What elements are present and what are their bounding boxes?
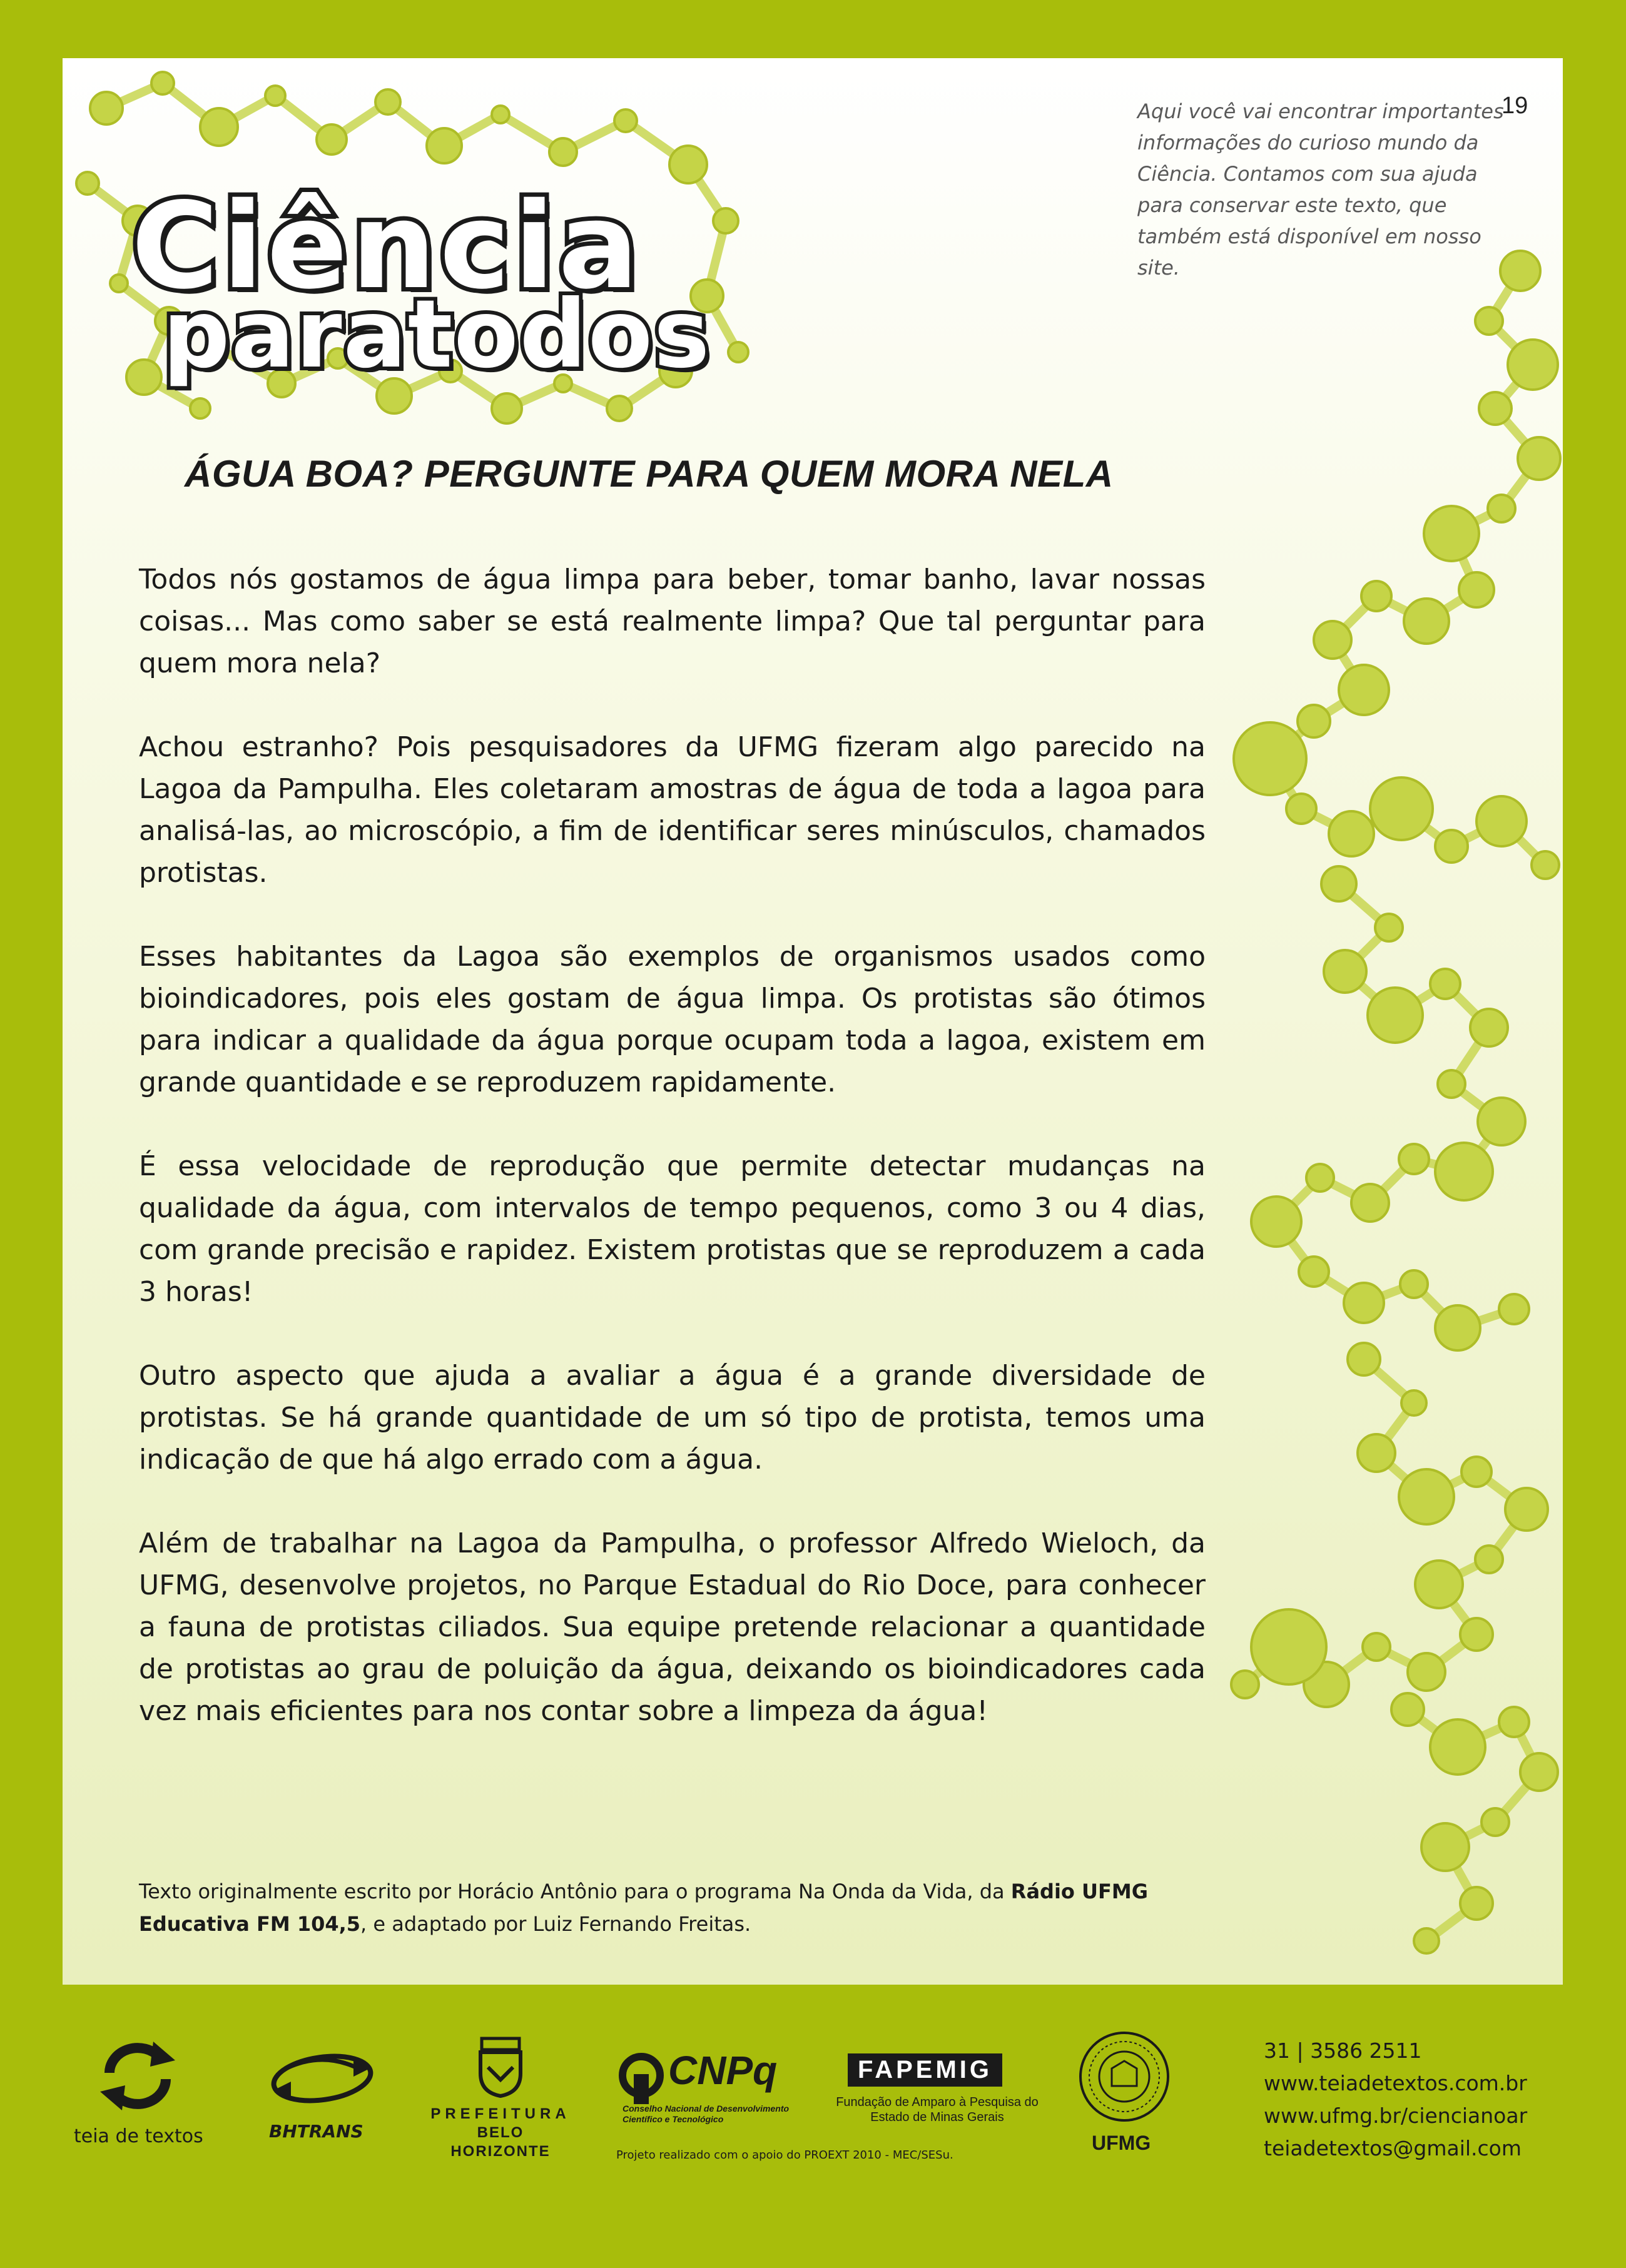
ufmg-seal: [1077, 2030, 1171, 2126]
fapemig-subtitle: [825, 2095, 1050, 2125]
cnpq-subtitle-line2: Científico e Tecnológico: [622, 2114, 724, 2124]
contact-website-ufmg[interactable]: www.ufmg.br/ciencianoar: [1264, 2103, 1528, 2128]
paragraph: Além de trabalhar na Lagoa da Pampulha, o professor Alfredo Wieloch, da UFMG, desenvolve projetos, no Parque Estadual do Rio Doce, para conhecer a fauna de protistas ciliados. Sua equipe pretende relacionar a quantidade de protistas ao grau de poluição da água, deixando os bioindicadores cada vez mais eficientes para nos contar sobre a limpeza da água!: [139, 1527, 1206, 1727]
prefeitura-label: [429, 2105, 572, 2161]
bhtrans-label: BHTRANS: [269, 2121, 363, 2142]
footer: [0, 1985, 1626, 2268]
prefeitura-line1: PREFEITURA: [430, 2105, 571, 2122]
credit-text: Texto originalmente escrito por Horácio Antônio para o programa Na Onda da Vida, da: [139, 1880, 1011, 1903]
cnpq-subtitle-line1: Conselho Nacional de Desenvolvimento: [622, 2103, 790, 2114]
intro-note: Aqui você vai encontrar importantes informações do curioso mundo da Ciência. Contamos com sua ajuda para conservar este texto, que também está disponível em nosso site.: [1137, 99, 1504, 280]
paragraph: Todos nós gostamos de água limpa para beber, tomar banho, lavar nossas coisas... Mas como saber se está realmente limpa? Que tal perguntar para quem mora nela?: [139, 564, 1206, 679]
prefeitura-crest: [475, 2036, 526, 2101]
cnpq-label: CNPq: [668, 2048, 778, 2093]
logo-line-paratodos: paratodos: [163, 280, 711, 389]
ufmg-seal-icon: [1077, 2030, 1171, 2124]
ufmg-label: UFMG: [1092, 2132, 1151, 2154]
page-sheet: [63, 58, 1563, 1985]
recycle-arrows-icon: [94, 2038, 181, 2114]
credit-text-end: , e adaptado por Luiz Fernando Freitas.: [360, 1912, 751, 1936]
teia-label: teia de textos: [74, 2125, 203, 2147]
teia-logo: [94, 2038, 194, 2120]
paragraph: Esses habitantes da Lagoa são exemplos de organismos usados como bioindicadores, pois eles gostam de água limpa. Os protistas são ótimos para indicar a qualidade da água porque ocupam toda a lagoa, existem em grande quantidade e se reproduzem rapidamente.: [139, 941, 1206, 1098]
page-number: 19: [1502, 93, 1528, 119]
contact-website-teia[interactable]: www.teiadetextos.com.br: [1264, 2071, 1527, 2095]
contact-phone: 31 | 3586 2511: [1264, 2038, 1422, 2063]
paragraph: É essa velocidade de reprodução que permite detectar mudanças na qualidade da água, com intervalos de tempo pequenos, como 3 ou 4 dias, com grande precisão e rapidez. Existem protistas que se reproduzem a cada 3 horas!: [139, 1150, 1206, 1308]
bhtrans-logo: [266, 2044, 379, 2115]
article-title: ÁGUA BOA? PERGUNTE PARA QUEM MORA NELA: [185, 453, 1114, 495]
prefeitura-line2: BELO HORIZONTE: [450, 2124, 551, 2160]
credit-radio: Rádio UFMG Educativa FM 104,5: [139, 1880, 1148, 1936]
paragraph: Outro aspecto que ajuda a avaliar a água é a grande diversidade de protistas. Se há grande quantidade de um só tipo de protista, temos uma indicação de que há algo errado com a água.: [139, 1360, 1206, 1476]
paragraph: Achou estranho? Pois pesquisadores da UFMG fizeram algo parecido na Lagoa da Pampulha. Eles coletaram amostras de água de toda a lagoa para analisá-las, ao microscópio, a fim de identificar seres minúsculos, chamados protistas.: [139, 731, 1206, 889]
fapemig-subtitle-line2: Estado de Minas Gerais: [870, 2110, 1004, 2124]
contact-info: [1264, 2035, 1527, 2165]
fapemig-subtitle-line1: Fundação de Amparo à Pesquisa do: [836, 2095, 1039, 2109]
article-credit: [139, 1875, 1215, 1940]
logo-line-ciencia: Ciência: [131, 177, 643, 315]
contact-email[interactable]: teiadetextos@gmail.com: [1264, 2136, 1522, 2160]
article-body: [139, 559, 1206, 1774]
cnpq-emblem-icon: [616, 2050, 666, 2107]
ciencia-para-todos-logo: [94, 102, 782, 427]
fapemig-logo: FAPEMIG: [848, 2053, 1002, 2087]
cnpq-subtitle: [622, 2103, 789, 2125]
cnpq-logo: [616, 2050, 666, 2109]
bhtrans-swoosh-icon: [266, 2044, 379, 2113]
city-crest-icon: [475, 2036, 526, 2098]
proext-note: Projeto realizado com o apoio do PROEXT 2010 - MEC/SESu.: [616, 2149, 953, 2162]
